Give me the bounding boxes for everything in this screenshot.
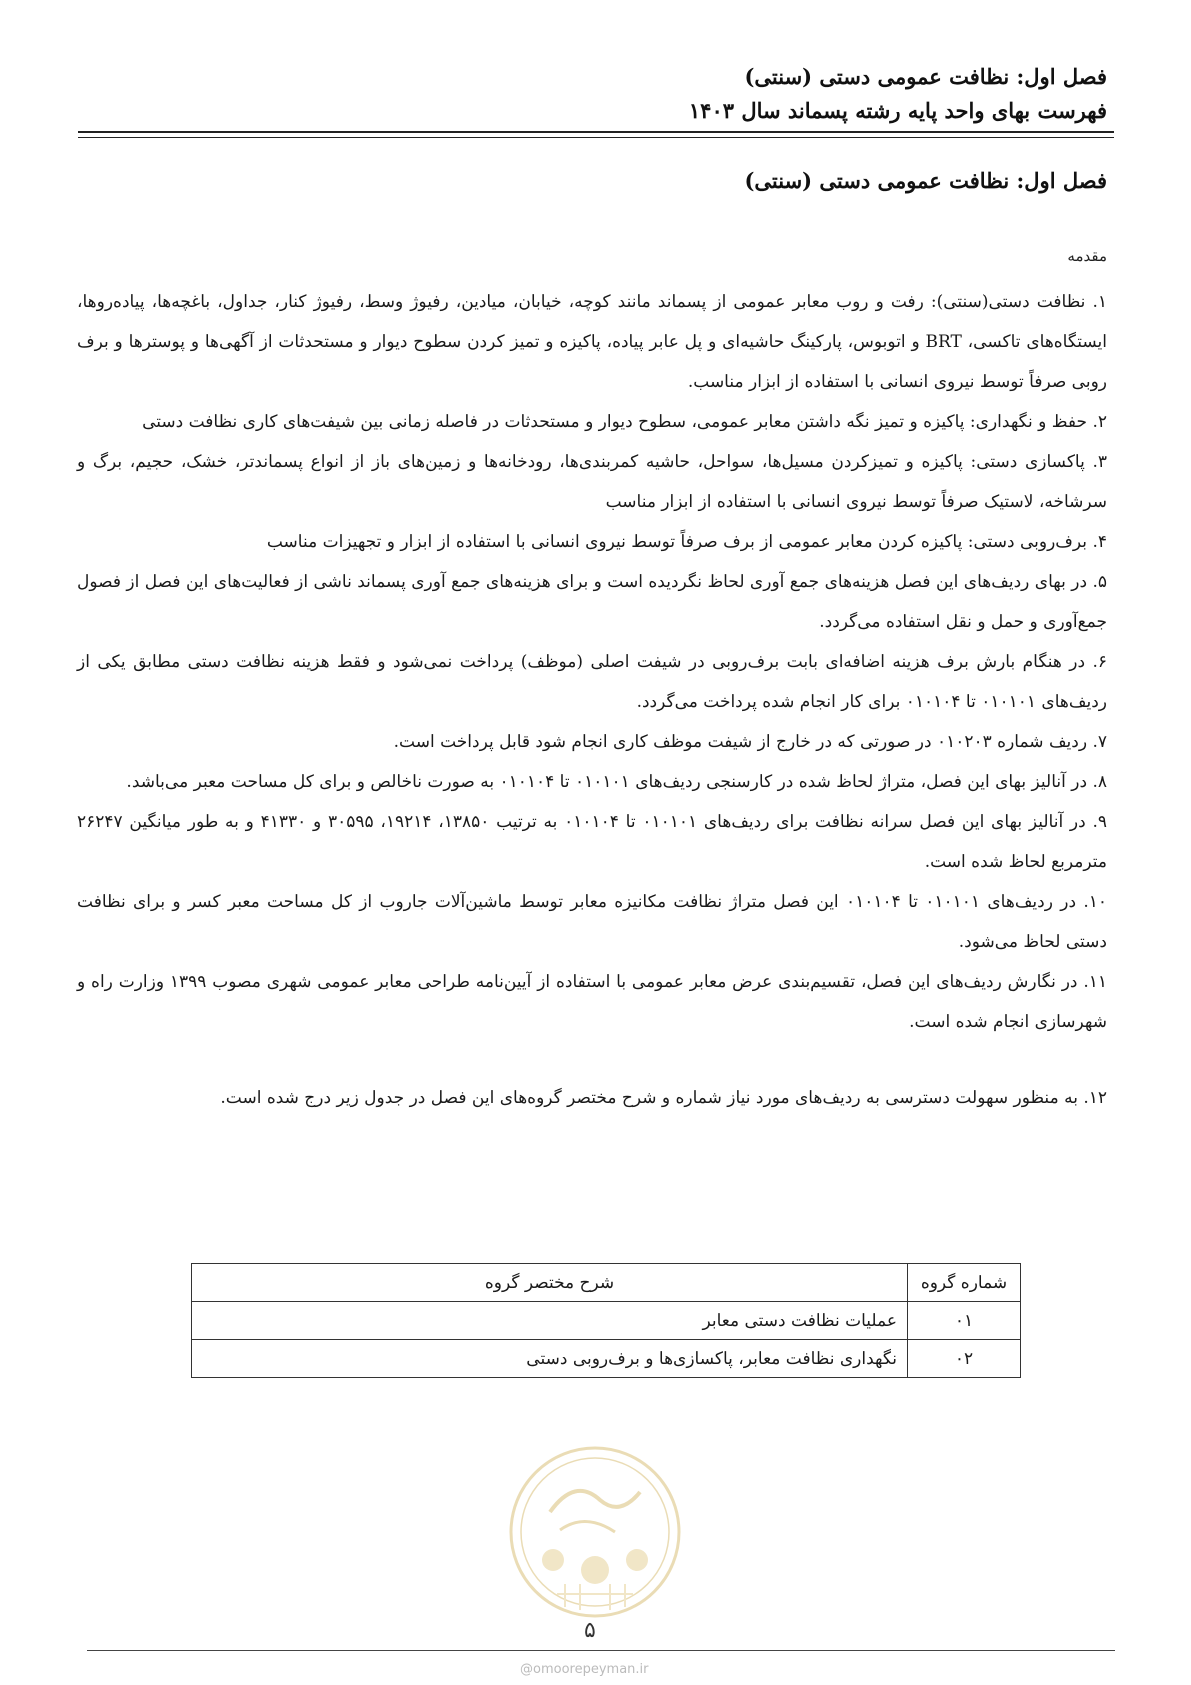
- item-1: ۱. نظافت دستی(سنتی): رفت و روب معابر عمومی از پسماند مانند کوچه، خیابان، میادین، رفیوژ وسط، رفیوژ کنار، جداول، باغچه‌ها، پیاده‌روها، ایستگاه‌های تاکسی، BRT و اتوبوس، پارکینگ حاشیه‌ای و پل عابر پیاده، پاکیزه و تمیز کردن سطوح دیوار و مستحدثات از آگهی‌ها و پوسترها و برف روبی صرفاً توسط نیروی انسانی با استفاده از ابزار مناسب.: [77, 292, 1108, 392]
- item-11: ۱۱. در نگارش ردیف‌های این فصل، تقسیم‌بندی عرض معابر عمومی با استفاده از آیین‌نامه طراحی معابر عمومی شهری مصوب ۱۳۹۹ وزارت راه و شهرسازی انجام شده است.: [77, 972, 1107, 1032]
- item-9: ۹. در آنالیز بهای این فصل سرانه نظافت برای ردیف‌های ۰۱۰۱۰۱ تا ۰۱۰۱۰۴ به ترتیب ۱۳۸۵۰، ۱۹۲۱۴، ۳۰۵۹۵ و ۴۱۳۳۰ و به طور میانگین ۲۶۲۴۷ مترمربع لحاظ شده است.: [77, 812, 1107, 872]
- group-description-cell: نگهداری نظافت معابر، پاکسازی‌ها و برف‌روبی دستی: [192, 1340, 908, 1378]
- item-12: ۱۲. به منظور سهولت دسترسی به ردیف‌های مورد نیاز شماره و شرح مختصر گروه‌های این فصل در جدول زیر درج شده است.: [220, 1088, 1107, 1108]
- item-4: ۴. برف‌روبی دستی: پاکیزه کردن معابر عمومی از برف صرفاً توسط نیروی انسانی با استفاده از ابزار و تجهیزات مناسب: [266, 532, 1107, 552]
- item-3: ۳. پاکسازی دستی: پاکیزه و تمیزکردن مسیل‌ها، سواحل، حاشیه کمربندی‌ها، رودخانه‌ها و زمین‌های باز از انواع پسماندتر، خشک، حجیم، برگ و سرشاخه، لاستیک صرفاً توسط نیروی انسانی با استفاده از ابزار مناسب: [77, 452, 1107, 512]
- group-table: [191, 1263, 1021, 1378]
- page-number: ۵: [584, 1618, 596, 1643]
- table-row: [192, 1340, 1021, 1378]
- header-group-number: شماره گروه: [908, 1264, 1021, 1302]
- website-watermark: @omoorepeyman.ir: [520, 1662, 649, 1677]
- table-header-row: [192, 1264, 1021, 1302]
- header-price-list-line: فهرست بهای واحد پایه رشته پسماند سال ۱۴۰۳: [688, 98, 1107, 123]
- chapter-title: فصل اول: نظافت عمومی دستی (سنتی): [744, 168, 1107, 193]
- introduction-label: مقدمه: [1067, 247, 1107, 265]
- item-7: ۷. ردیف شماره ۰۱۰۲۰۳ در صورتی که در خارج از شیفت موظف کاری انجام شود قابل پرداخت است.: [393, 732, 1107, 752]
- group-description-cell: عملیات نظافت دستی معابر: [192, 1302, 908, 1340]
- item-6: ۶. در هنگام بارش برف هزینه اضافه‌ای بابت برف‌روبی در شیفت اصلی (موظف) پرداخت نمی‌شود و فقط هزینه نظافت دستی مطابق یکی از ردیف‌های ۰۱۰۱۰۱ تا ۰۱۰۱۰۴ برای کار انجام شده پرداخت می‌گردد.: [77, 652, 1107, 712]
- page-header: [77, 60, 1107, 128]
- item-10: ۱۰. در ردیف‌های ۰۱۰۱۰۱ تا ۰۱۰۱۰۴ این فصل متراژ نظافت مکانیزه معابر توسط ماشین‌آلات جاروب از کل مساحت معبر کسر و برای نظافت دستی لحاظ می‌شود.: [77, 892, 1107, 952]
- group-number-cell: ۰۱: [908, 1302, 1021, 1340]
- footer-rule: [87, 1650, 1115, 1651]
- table-row: [192, 1302, 1021, 1340]
- header-chapter-line: فصل اول: نظافت عمومی دستی (سنتی): [744, 64, 1107, 89]
- header-group-description: شرح مختصر گروه: [192, 1264, 908, 1302]
- watermark-logo-icon: [505, 1442, 685, 1622]
- header-rule-thick: [78, 131, 1114, 133]
- group-number-cell: ۰۲: [908, 1340, 1021, 1378]
- header-rule-thin: [78, 137, 1114, 138]
- item-5: ۵. در بهای ردیف‌های این فصل هزینه‌های جمع آوری لحاظ نگردیده است و برای هزینه‌های جمع آوری پسماند ناشی از فعالیت‌های این فصل از فصول جمع‌آوری و حمل و نقل استفاده می‌گردد.: [77, 572, 1107, 632]
- item-8: ۸. در آنالیز بهای این فصل، متراژ لحاظ شده در کارسنجی ردیف‌های ۰۱۰۱۰۱ تا ۰۱۰۱۰۴ به صورت ناخالص و برای کل مساحت معبر می‌باشد.: [126, 772, 1107, 792]
- item-2: ۲. حفظ و نگهداری: پاکیزه و تمیز نگه داشتن معابر عمومی، سطوح دیوار و مستحدثات در فاصله زمانی بین شیفت‌های کاری نظافت دستی: [142, 412, 1107, 432]
- introduction-items: [77, 282, 1107, 1118]
